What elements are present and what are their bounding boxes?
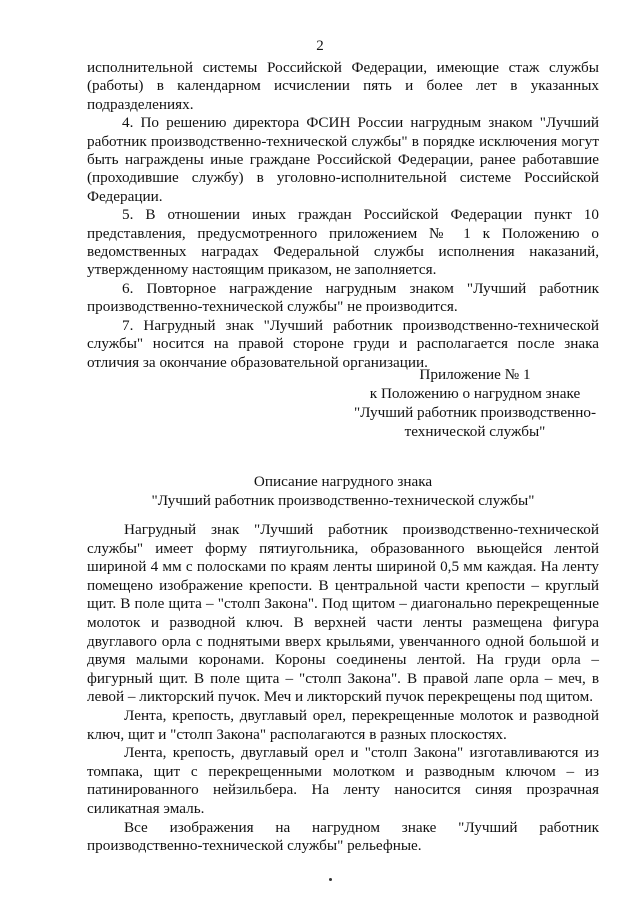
appendix-badge-name-line1: "Лучший работник производственно- xyxy=(353,404,597,421)
description-title-line1: Описание нагрудного знака xyxy=(253,473,433,490)
scan-speck xyxy=(329,878,332,881)
description-paragraph-planes: Лента, крепость, двуглавый орел, перекрещенные молоток и разводной ключ, щит и "столп Закона" располагаются в разных плоскостях. xyxy=(87,706,599,743)
paragraph-continuation: исполнительной системы Российской Федерации, имеющие стаж службы (работы) в календарном исчислении пять и более лет в указанных подразделениях. xyxy=(87,59,599,113)
appendix-badge-name-line2: технической службы" xyxy=(404,423,546,440)
description-paragraph-shape: Нагрудный знак "Лучший работник производственно-технической службы" имеет форму пятиугольника, образованного вьющейся лентой шириной 4 мм с полосками по краям ленты шириной 0,5 мм каждая. На ленту помещено изображение крепости. В центральной части крепости – круглый щит. В поле щита – "столп Закона". Под щитом – диагонально перекрещенные молоток и разводной ключ. В верхней части ленты размещена фигура двуглавого орла с поднятыми вверх крыльями, увенчанного одной большой и двумя малыми коронами. Короны соединены лентой. На груди орла – фигурный щит. В поле щита – "столп Закона". В правой лапе орла – меч, в левой – ликторский пучок. Меч и ликторский пучок перекрещены под щитом. xyxy=(87,521,599,706)
paragraph-item-5: 5. В отношении иных граждан Российской Федерации пункт 10 представления, предусмотренного приложением № 1 к Положению о ведомственных наградах Федеральной службы исполнения наказаний, утвержденному настоящим приказом, не заполняется. xyxy=(87,206,599,279)
paragraph-item-4: 4. По решению директора ФСИН России нагрудным знаком "Лучший работник производственно-технической службы" в порядке исключения могут быть награждены иные граждане Российской Федерации, ранее работавшие (проходившие службу) в уголовно-исполнительной системе Российской Федерации. xyxy=(87,114,599,205)
description-title-line2: "Лучший работник производственно-технической службы" xyxy=(151,492,535,509)
description-paragraph-relief: Все изображения на нагрудном знаке "Лучший работник производственно-технической службы" рельефные. xyxy=(87,818,599,855)
description-text-section xyxy=(87,521,599,856)
paragraph-item-6: 6. Повторное награждение нагрудным знаком "Лучший работник производственно-технической службы" не производится. xyxy=(87,279,599,316)
paragraph-item-7: 7. Нагрудный знак "Лучший работник производственно-технической службы" носится на правой стороне груди и располагается после знака отличия за окончание образовательной организации. xyxy=(87,316,599,371)
appendix-header xyxy=(340,365,610,441)
appendix-number: Приложение № 1 xyxy=(419,366,531,383)
appendix-reference: к Положению о нагрудном знаке xyxy=(369,385,581,402)
description-paragraph-materials: Лента, крепость, двуглавый орел и "столп Закона" изготавливаются из томпака, щит с перекрещенными молотком и разводным ключом – из патинированного нейзильбера. На ленту наносится синяя прозрачная силикатная эмаль. xyxy=(87,744,599,817)
description-title xyxy=(87,472,599,510)
page-number: 2 xyxy=(316,38,324,54)
order-text-section xyxy=(87,59,599,372)
